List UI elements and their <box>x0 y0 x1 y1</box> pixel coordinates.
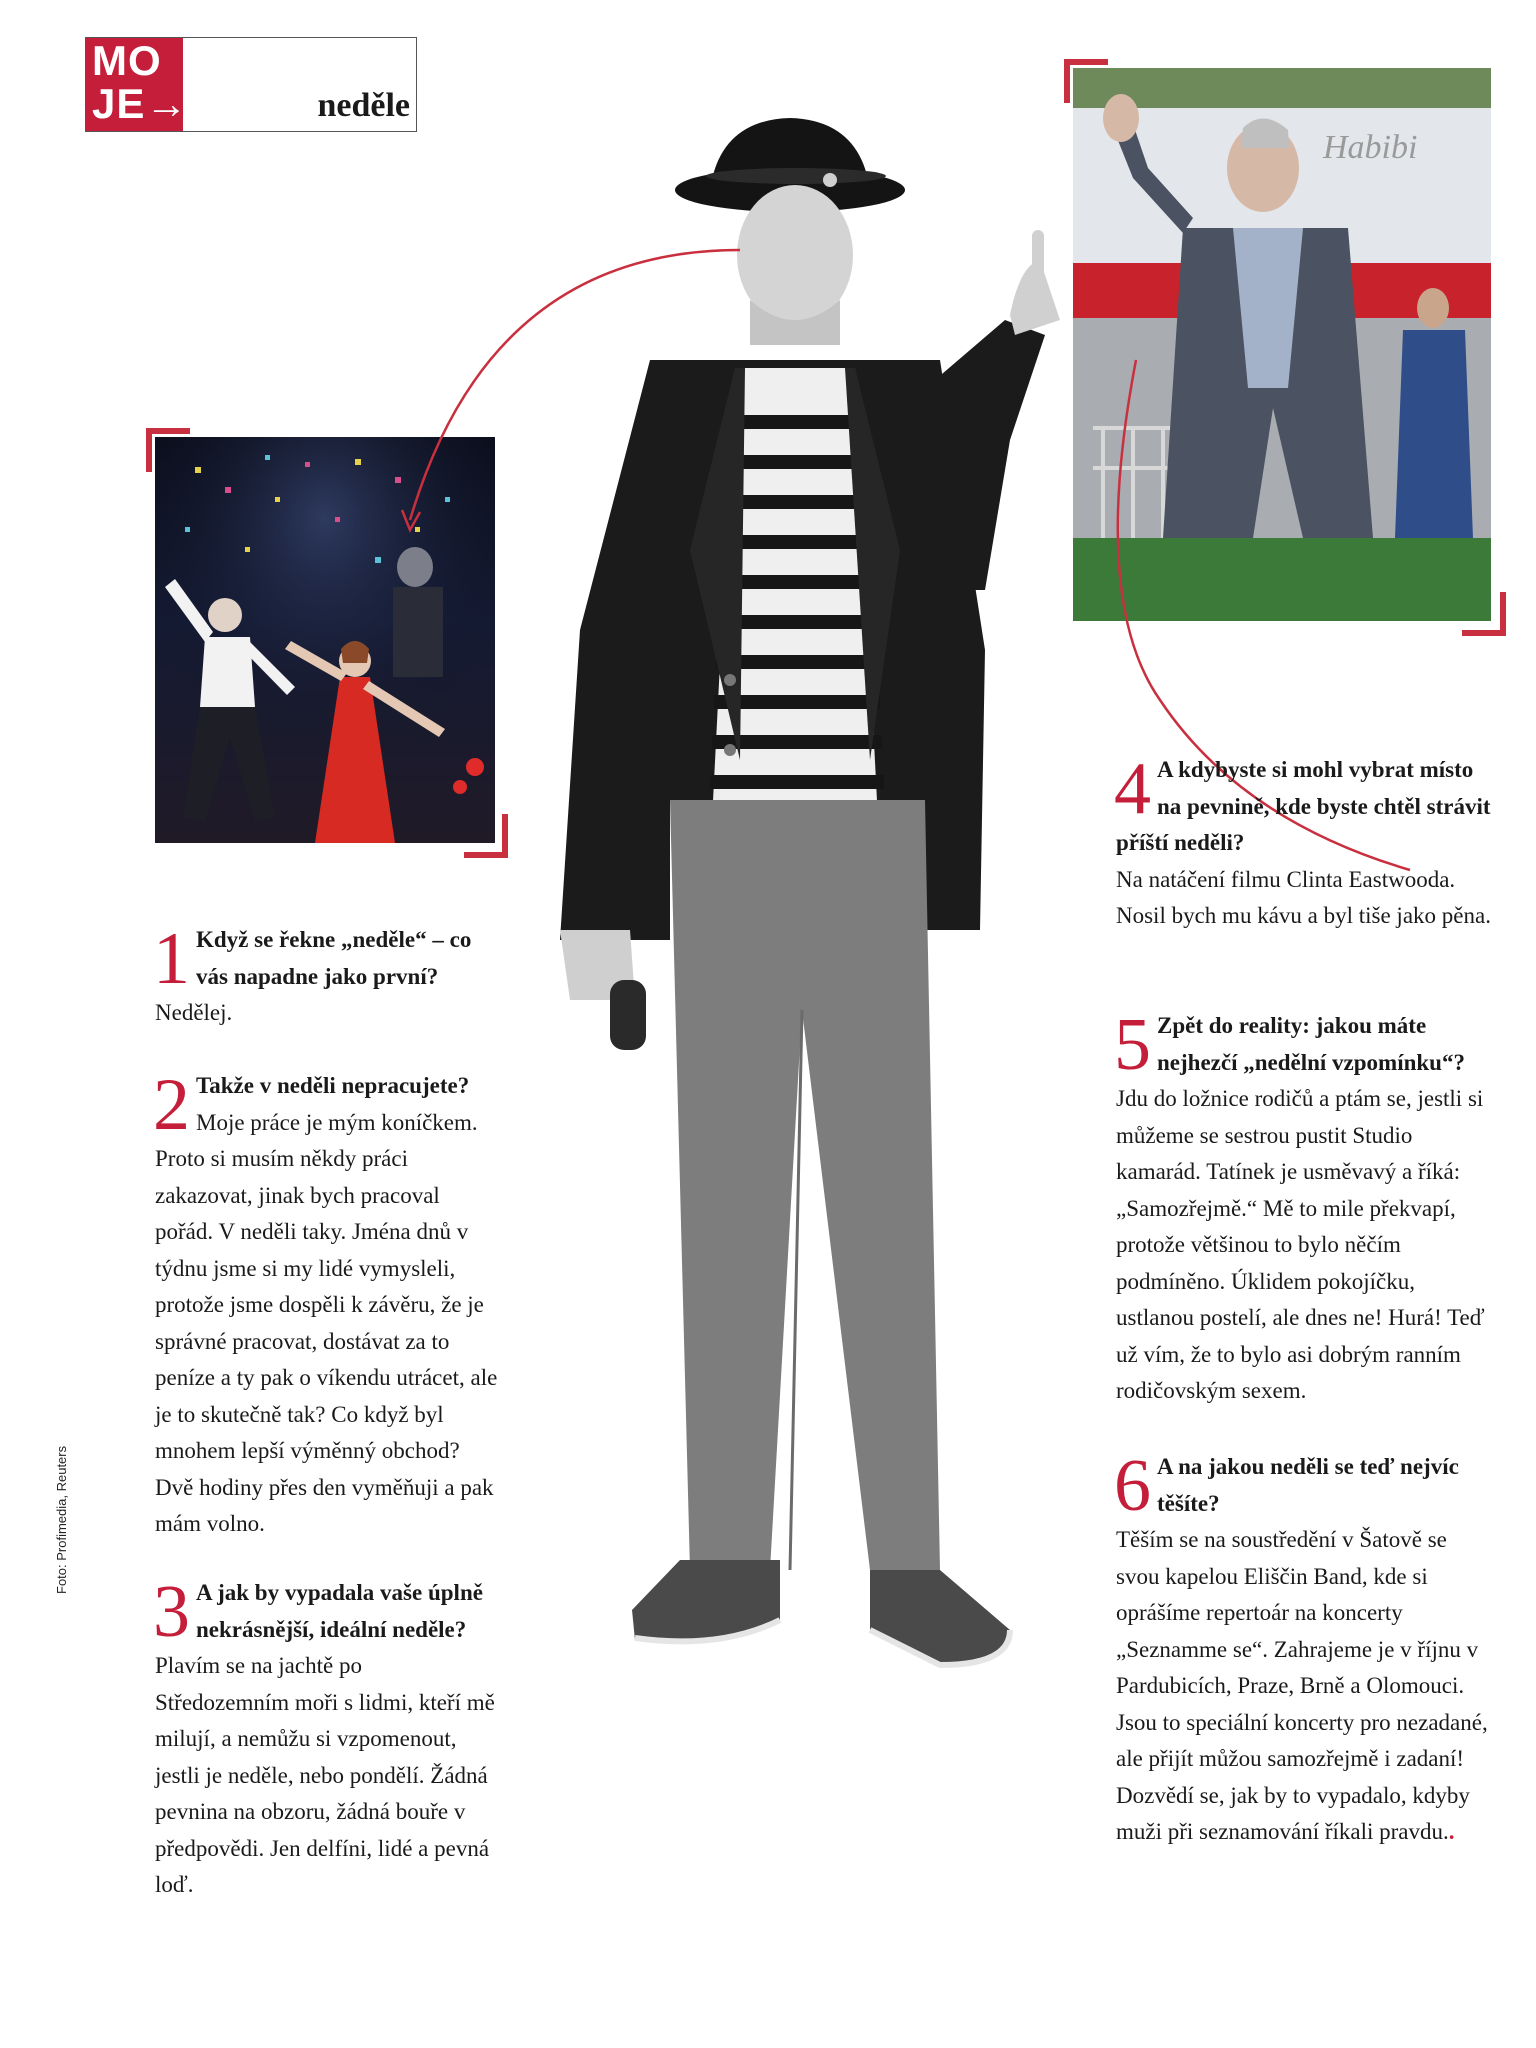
qa-item <box>1114 1004 1496 1410</box>
photo-credit: Foto: Profimedia, Reuters <box>54 1445 69 1594</box>
answer-text: Nedělej. <box>155 1000 233 1025</box>
question-number: 6 <box>1114 1445 1151 1527</box>
answer-text: Plavím se na jachtě po Středozemním moři s lidmi, kteří mě milují, a nemůžu si vzpomenout, jestli je neděle, nebo pondělí. Žádná pevnina na obzoru, žádná bouře v předpovědi. Jen delfíni, lidé a pevná loď. <box>155 1653 495 1897</box>
question-number: 3 <box>153 1571 190 1653</box>
section-title: neděle <box>317 87 410 124</box>
question-number: 4 <box>1114 748 1151 830</box>
hat-pin-icon <box>823 173 837 187</box>
masthead-logo <box>85 37 417 132</box>
qa-item <box>153 1064 500 1543</box>
question-text: A na jakou neděli se teď nejvíc těšíte? <box>1157 1454 1459 1516</box>
qa-item <box>153 1571 500 1904</box>
question-text: Když se řekne „neděle“ – co vás napadne jako první? <box>196 927 472 989</box>
stage-illustration <box>155 437 495 843</box>
moje-logo-block <box>86 37 189 131</box>
bottle-icon <box>610 980 646 1050</box>
cafe-sign: Habibi <box>1323 129 1418 166</box>
logo-text-je: JE→ <box>92 80 189 127</box>
question-number: 5 <box>1114 1004 1151 1086</box>
question-text: Takže v neděli nepracujete? <box>196 1073 470 1098</box>
qa-item <box>1114 1445 1496 1851</box>
interviewee-full-figure <box>540 110 1120 1730</box>
answer-text: Na natáčení filmu Clinta Eastwooda. Nosil bych mu kávu a byl tiše jako pěna. <box>1116 866 1491 928</box>
crop-mark-bottom-right <box>464 814 508 858</box>
crop-mark-bottom-right <box>1462 592 1506 636</box>
answer-text: Těším se na soustředění v Šatově se svou kapelou Eliščin Band, kde si oprášíme repertoár na koncerty „Seznamme se“. Zahrajeme je v říjnu v Pardubicích, Praze, Brně a Olomouci. Jsou to speciální koncerty pro nezadané, ale přijít můžou samozřejmě i zadaní! Dozvědí se, jak by to vypadalo, kdyby muži při seznamování říkali pravdu. <box>1116 1527 1488 1844</box>
question-text: A jak by vypadala vaše úplně nekrásnější, ideální neděle? <box>196 1580 483 1642</box>
question-number: 1 <box>153 918 190 1000</box>
answer-text: Jdu do ložnice rodičů a ptám se, jestli si můžeme se sestrou pustit Studio kamarád. Tatínek je usměvavý a říká: „Samozřejmě.“ Mě to mile překvapí, protože většinou to bylo něčím podmíněno. Úklidem pokojíčku, ustlanou postelí, ale dnes ne! Hurá! Teď už vím, že to bylo asi dobrým ranním rodičovským sexem. <box>1116 1086 1485 1403</box>
stage-performance-photo <box>155 437 495 843</box>
film-premiere-photo <box>1073 68 1491 621</box>
question-text: Zpět do reality: jakou máte nejhezčí „nedělní vzpomínku“? <box>1157 1013 1465 1075</box>
answer-text: Moje práce je mým koníčkem. Proto si musím někdy práci zakazovat, jinak bych pracoval pořád. V neděli taky. Jména dnů v týdnu jsme si my lidé vymysleli, protože jsme dospěli k závěru, že je správné pracovat, dostávat za to peníze a ty pak o víkendu utrácet, ale je to skutečně tak? Co když byl mnohem lepší výměnný obchod? Dvě hodiny přes den vyměňuji a pak mám volno. <box>155 1109 498 1536</box>
logo-text-mo: MO <box>92 37 162 84</box>
qa-item <box>1114 748 1496 935</box>
premiere-illustration <box>1073 68 1491 621</box>
qa-item <box>153 918 500 1032</box>
end-mark: . <box>1448 1819 1455 1844</box>
question-text: A kdybyste si mohl vybrat místo na pevnině, kde byste chtěl strávit příští neděli? <box>1116 757 1491 855</box>
question-number: 2 <box>153 1064 190 1146</box>
